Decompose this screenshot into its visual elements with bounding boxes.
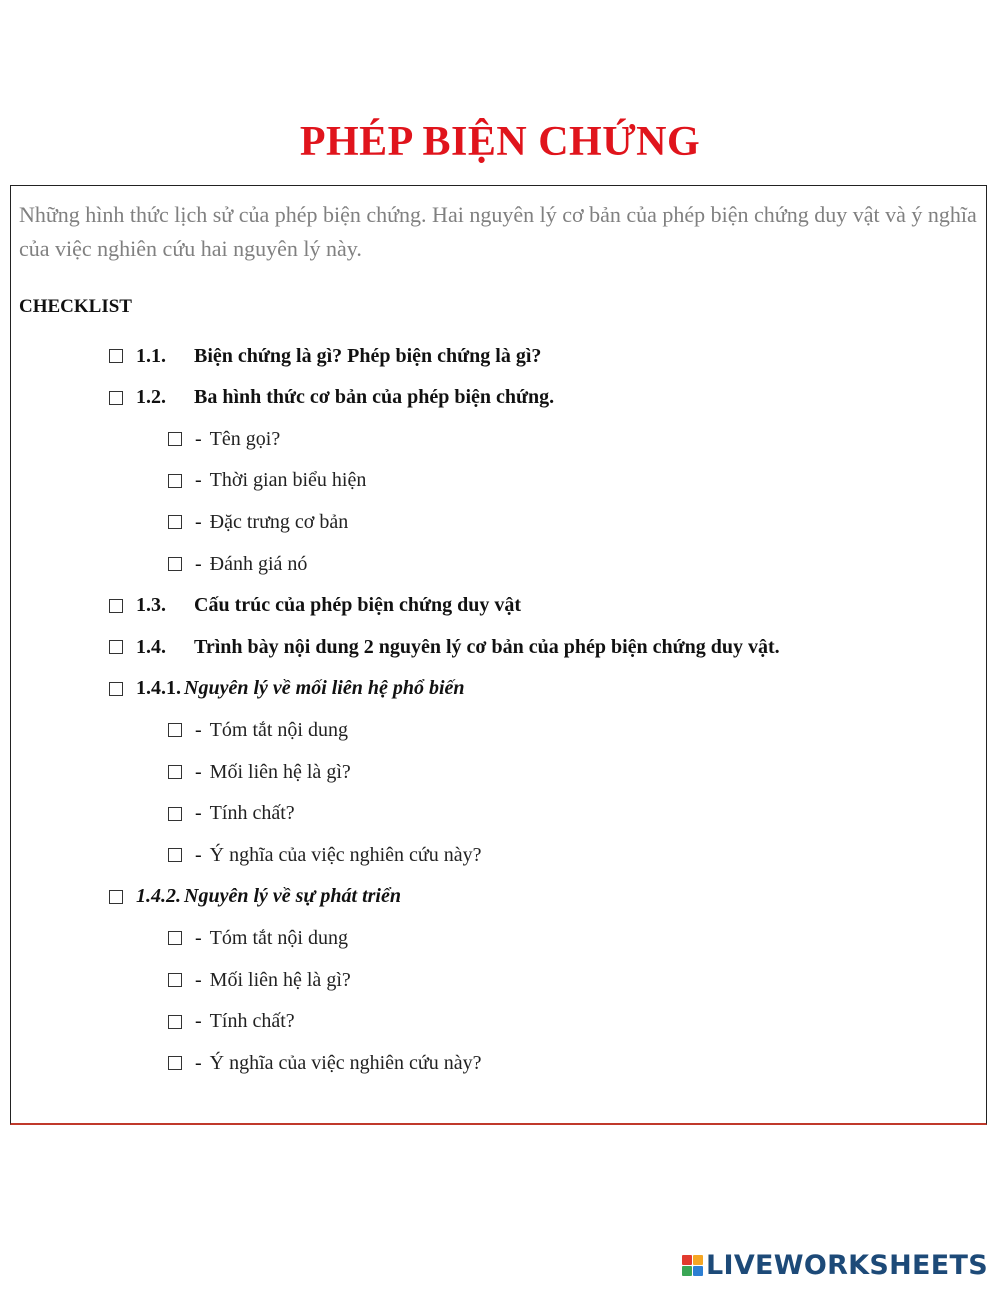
checkbox[interactable]: [168, 848, 182, 862]
brand-logo: [682, 1250, 988, 1281]
subitem-label: Ý nghĩa của việc nghiên cứu này?: [209, 1051, 482, 1074]
checkbox[interactable]: [168, 723, 182, 737]
subitem-label: Đặc trưng cơ bản: [209, 510, 349, 533]
logo-square: [682, 1266, 692, 1276]
logo-square: [682, 1255, 692, 1265]
subitem-label: Tóm tắt nội dung: [209, 926, 348, 949]
checklist-heading: CHECKLIST: [19, 296, 132, 317]
dash-marker: -: [195, 760, 202, 783]
item-number: 1.1.: [136, 344, 166, 367]
checkbox[interactable]: [109, 391, 123, 405]
checklist-subitem[interactable]: [168, 1007, 295, 1037]
checklist-subitem[interactable]: [168, 923, 348, 953]
logo-square: [693, 1255, 703, 1265]
dash-marker: -: [195, 1010, 202, 1033]
liveworksheets-icon: [682, 1255, 703, 1276]
item-label: Nguyên lý về sự phát triển: [184, 885, 401, 908]
checklist-subitem[interactable]: [168, 965, 351, 995]
checkbox[interactable]: [168, 474, 182, 488]
checklist-subitem[interactable]: [168, 757, 351, 787]
checklist-subitem[interactable]: [168, 715, 348, 745]
dash-marker: -: [195, 843, 202, 866]
checklist-subitem[interactable]: [168, 466, 366, 496]
dash-marker: -: [195, 968, 202, 991]
dash-marker: -: [195, 510, 202, 533]
subitem-label: Tóm tắt nội dung: [209, 718, 348, 741]
item-label: Ba hình thức cơ bản của phép biện chứng.: [194, 386, 555, 409]
subitem-label: Đánh giá nó: [209, 552, 308, 575]
checklist-subitem[interactable]: [168, 799, 295, 829]
subitem-label: Mối liên hệ là gì?: [209, 760, 351, 783]
checklist-subitem[interactable]: [168, 840, 482, 870]
subitem-label: Tính chất?: [209, 1010, 295, 1033]
item-number: 1.4.1.: [136, 677, 181, 700]
checkbox[interactable]: [168, 973, 182, 987]
checklist-item[interactable]: [109, 383, 554, 413]
checkbox[interactable]: [109, 349, 123, 363]
checkbox[interactable]: [109, 890, 123, 904]
checkbox[interactable]: [168, 1015, 182, 1029]
subitem-label: Tính chất?: [209, 802, 295, 825]
checklist-subitem[interactable]: [168, 507, 348, 537]
checkbox[interactable]: [168, 807, 182, 821]
checkbox[interactable]: [168, 931, 182, 945]
logo-square: [693, 1266, 703, 1276]
dash-marker: -: [195, 926, 202, 949]
checklist-subitem[interactable]: [168, 424, 280, 454]
checklist-item[interactable]: [109, 632, 780, 662]
checkbox[interactable]: [168, 557, 182, 571]
subitem-label: Mối liên hệ là gì?: [209, 968, 351, 991]
item-number: 1.4.: [136, 635, 166, 658]
checkbox[interactable]: [109, 682, 123, 696]
checklist-item[interactable]: [109, 341, 541, 371]
checklist-subitem[interactable]: [168, 1048, 482, 1078]
item-number: 1.4.2.: [136, 885, 181, 908]
brand-name: LIVEWORKSHEETS: [705, 1250, 988, 1281]
content-box: [10, 185, 987, 1125]
item-label: Biện chứng là gì? Phép biện chứng là gì?: [194, 344, 542, 367]
page-title: PHÉP BIỆN CHỨNG: [299, 119, 701, 165]
item-number: 1.3.: [136, 594, 166, 617]
checkbox[interactable]: [168, 765, 182, 779]
checklist-item[interactable]: [109, 591, 521, 621]
intro-text: Những hình thức lịch sử của phép biện chứng. Hai nguyên lý cơ bản của phép biện chứng duy vật và ý nghĩa của việc nghiên cứu hai nguyên lý này.: [19, 202, 977, 261]
checklist-item[interactable]: [109, 674, 465, 704]
dash-marker: -: [195, 552, 202, 575]
checkbox[interactable]: [168, 515, 182, 529]
dash-marker: -: [195, 469, 202, 492]
checklist-subitem[interactable]: [168, 549, 307, 579]
dash-marker: -: [195, 718, 202, 741]
checklist-item[interactable]: [109, 882, 401, 912]
dash-marker: -: [195, 1051, 202, 1074]
item-label: Cấu trúc của phép biện chứng duy vật: [194, 594, 522, 617]
checkbox[interactable]: [109, 640, 123, 654]
item-label: Trình bày nội dung 2 nguyên lý cơ bản của phép biện chứng duy vật.: [194, 635, 780, 658]
checkbox[interactable]: [168, 432, 182, 446]
subitem-label: Thời gian biểu hiện: [209, 469, 367, 492]
dash-marker: -: [195, 802, 202, 825]
checkbox[interactable]: [109, 599, 123, 613]
dash-marker: -: [195, 427, 202, 450]
item-number: 1.2.: [136, 386, 166, 409]
subitem-label: Ý nghĩa của việc nghiên cứu này?: [209, 843, 482, 866]
checkbox[interactable]: [168, 1056, 182, 1070]
subitem-label: Tên gọi?: [209, 427, 281, 450]
item-label: Nguyên lý về mối liên hệ phổ biến: [184, 677, 465, 700]
